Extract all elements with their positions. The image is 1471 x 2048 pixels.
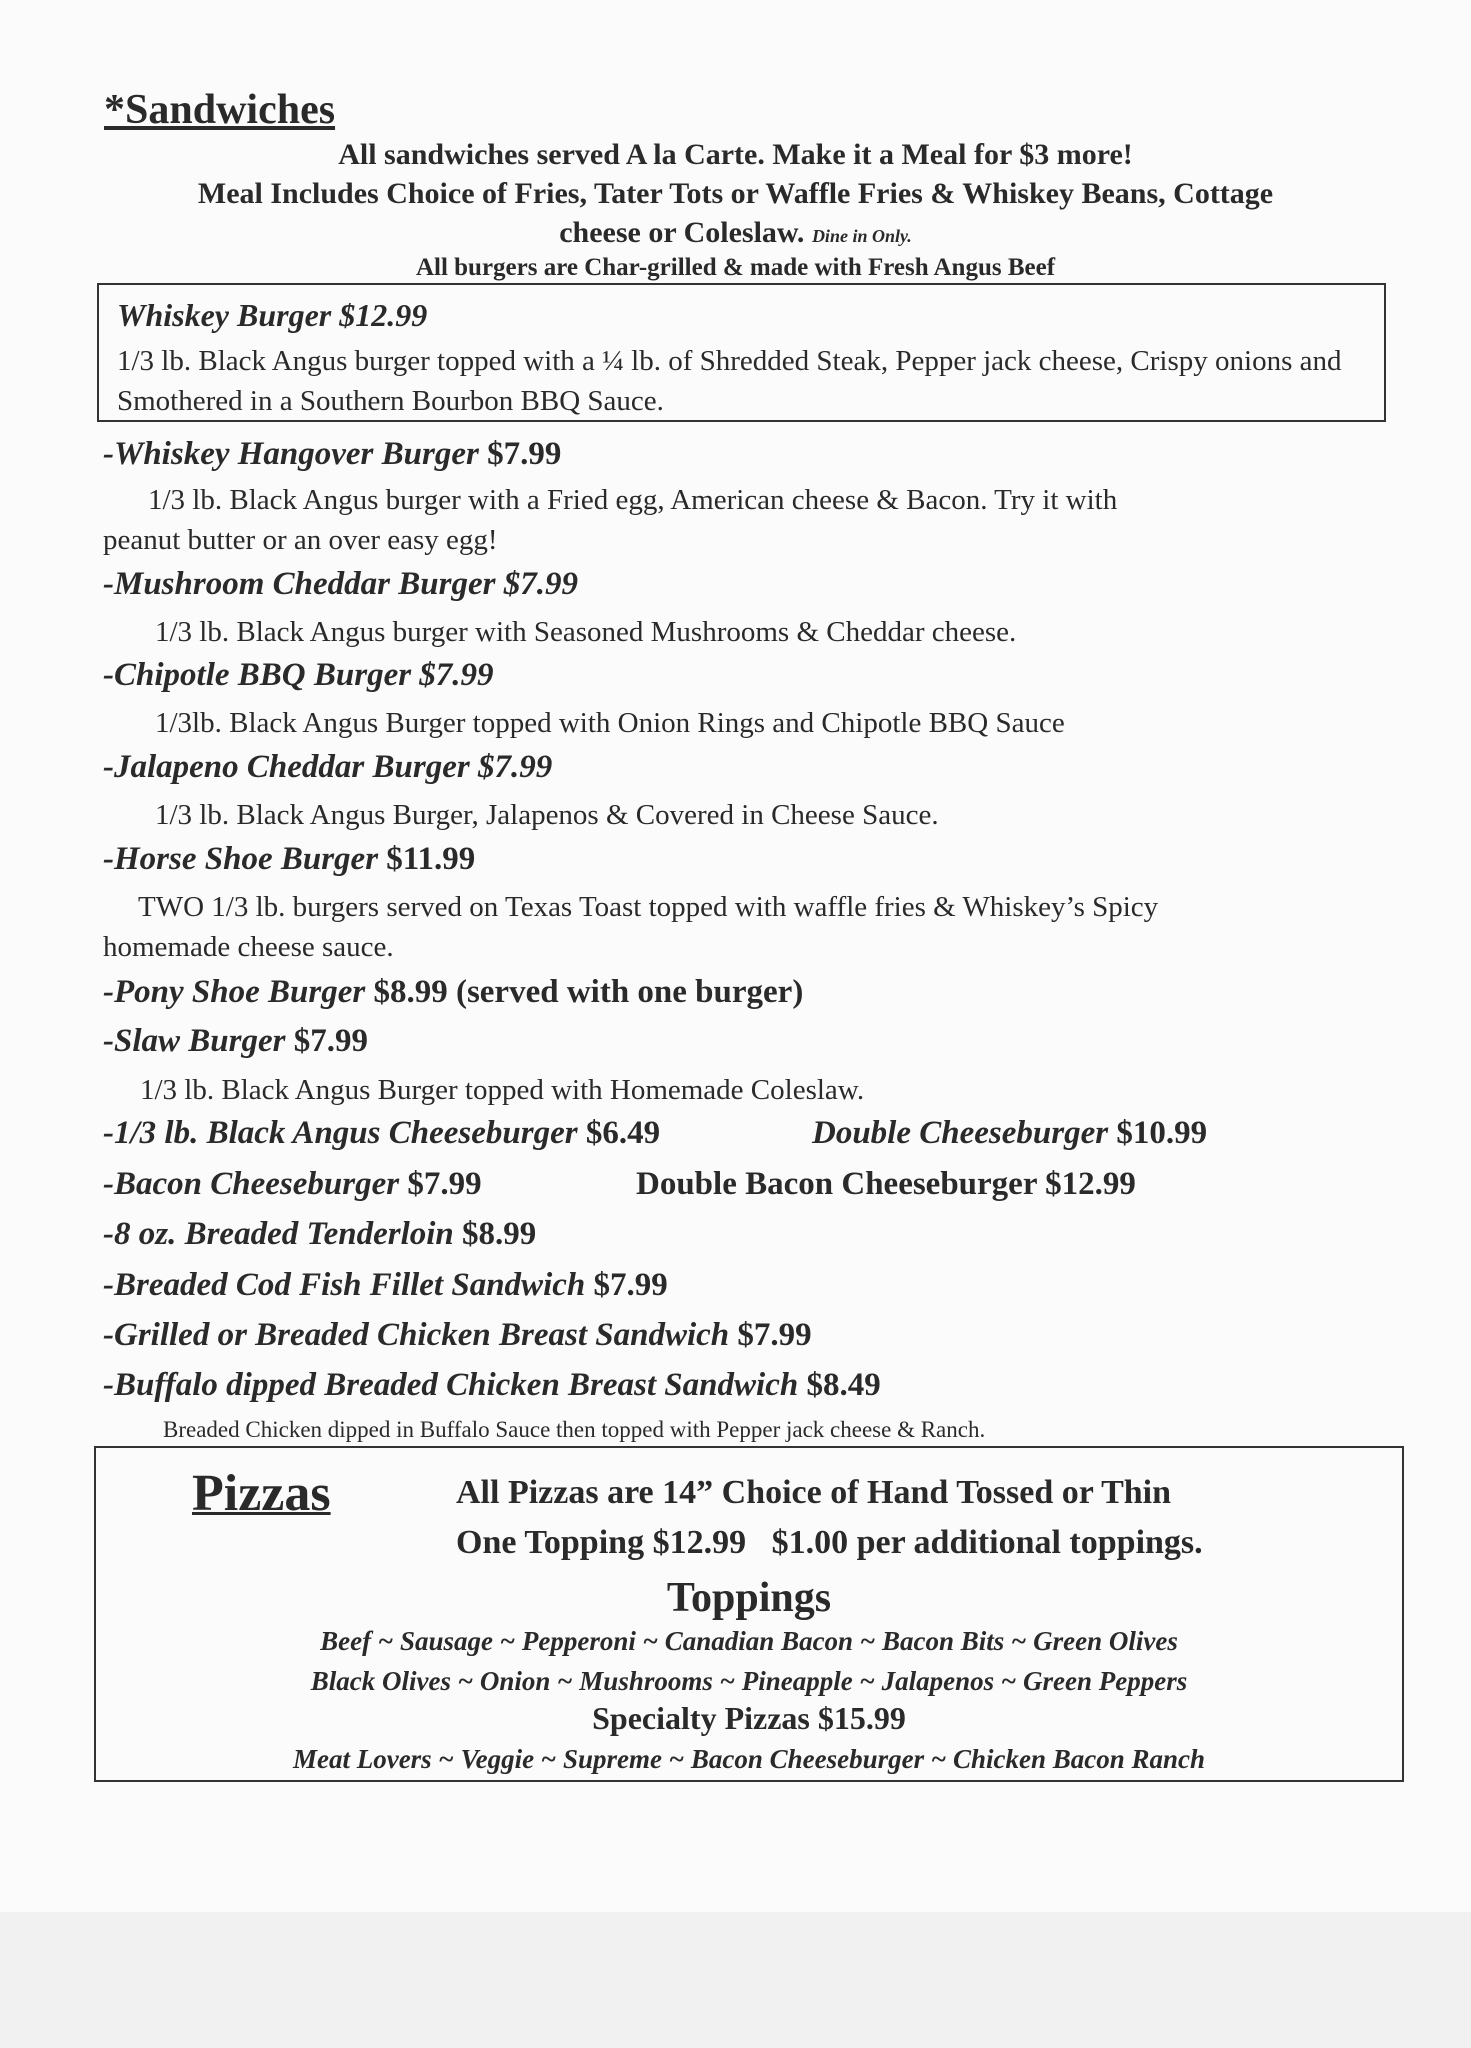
pizza-title: Pizzas <box>192 1465 331 1522</box>
item-title: -1/3 lb. Black Angus Cheeseburger <box>103 1115 578 1151</box>
toppings-list-2: Black Olives ~ Onion ~ Mushrooms ~ Pineapple ~ Jalapenos ~ Green Peppers <box>310 1666 1188 1696</box>
item-price: $8.99 (served with one burger) <box>373 974 804 1010</box>
item-price: $7.99 <box>593 1267 668 1303</box>
menu-item-name <box>103 1317 812 1354</box>
item-price: $11.99 <box>386 841 476 877</box>
menu-item-name <box>103 749 552 786</box>
dine-in-note: Dine in Only. <box>811 226 912 246</box>
featured-item-box <box>97 283 1386 422</box>
toppings-list-1: Beef ~ Sausage ~ Pepperoni ~ Canadian Bacon ~ Bacon Bits ~ Green Olives <box>320 1626 1178 1656</box>
menu-item-name <box>103 1216 536 1253</box>
featured-item-name: Whiskey Burger $12.99 <box>117 297 428 333</box>
menu-item-description: 1/3 lb. Black Angus Burger, Jalapenos & Covered in Cheese Sauce. <box>155 799 939 831</box>
item-title: -Horse Shoe Burger <box>103 841 379 877</box>
menu-item-name <box>103 841 475 878</box>
item-title: -Jalapeno Cheddar Burger $7.99 <box>103 749 553 785</box>
menu-item-name <box>103 1367 881 1404</box>
menu-item-name <box>103 974 803 1011</box>
intro-line-1: All sandwiches served A la Carte. Make it a Meal for $3 more! <box>338 138 1133 171</box>
menu-item-name <box>812 1115 1207 1152</box>
pizza-size-note: All Pizzas are 14” Choice of Hand Tossed or Thin <box>456 1474 1172 1511</box>
specialty-header: Specialty Pizzas $15.99 <box>592 1700 906 1736</box>
intro-line-2: Meal Includes Choice of Fries, Tater Tots or Waffle Fries & Whiskey Beans, Cottage <box>197 177 1274 210</box>
toppings-header: Toppings <box>666 1575 832 1621</box>
menu-item-name <box>103 657 494 694</box>
item-title: -Slaw Burger <box>103 1023 286 1059</box>
menu-item-name <box>103 1166 482 1203</box>
item-price: $7.99 <box>407 1166 482 1202</box>
menu-item-name <box>103 436 561 473</box>
menu-item-name <box>103 1115 660 1152</box>
item-title: -8 oz. Breaded Tenderloin <box>103 1216 454 1252</box>
pizza-section <box>94 1446 1404 1782</box>
intro-line-3 <box>0 216 1471 250</box>
pizza-price-note: One Topping $12.99 $1.00 per additional toppings. <box>456 1524 1203 1561</box>
item-price: $8.99 <box>462 1216 537 1252</box>
item-title: -Mushroom Cheddar Burger $7.99 <box>103 566 578 602</box>
item-price: $8.49 <box>806 1367 881 1403</box>
menu-item-name <box>103 566 578 603</box>
item-title: -Chipotle BBQ Burger $7.99 <box>103 657 494 693</box>
menu-item-description: homemade cheese sauce. <box>103 931 394 963</box>
menu-item-description: 1/3 lb. Black Angus Burger topped with Homemade Coleslaw. <box>140 1074 865 1106</box>
menu-item-description: TWO 1/3 lb. burgers served on Texas Toast topped with waffle fries & Whiskey’s Spicy <box>138 891 1159 923</box>
item-price: $7.99 <box>487 436 562 472</box>
item-title: Double Cheeseburger <box>812 1115 1109 1151</box>
item-title: -Grilled or Breaded Chicken Breast Sandwich <box>103 1317 730 1353</box>
menu-item-description: 1/3 lb. Black Angus burger with a Fried egg, American cheese & Bacon. Try it with <box>148 484 1118 516</box>
menu-item-name <box>103 1023 368 1060</box>
section-title: *Sandwiches <box>104 87 336 133</box>
intro-sides: cheese or Coleslaw. <box>559 216 805 249</box>
item-price: $10.99 <box>1116 1115 1208 1151</box>
menu-item-description: peanut butter or an over easy egg! <box>103 524 498 556</box>
menu-item-description: 1/3lb. Black Angus Burger topped with Onion Rings and Chipotle BBQ Sauce <box>155 707 1065 739</box>
specialty-list: Meat Lovers ~ Veggie ~ Supreme ~ Bacon Cheeseburger ~ Chicken Bacon Ranch <box>292 1744 1206 1774</box>
item-price: $6.49 <box>585 1115 661 1151</box>
item-title: -Buffalo dipped Breaded Chicken Breast Sandwich <box>103 1367 799 1403</box>
burgers-note: All burgers are Char-grilled & made with Fresh Angus Beef <box>415 254 1056 281</box>
item-title: -Bacon Cheeseburger <box>103 1166 400 1202</box>
item-title: -Pony Shoe Burger <box>103 974 366 1010</box>
menu-item-description: Breaded Chicken dipped in Buffalo Sauce then topped with Pepper jack cheese & Ranch. <box>163 1417 986 1442</box>
featured-item-description: 1/3 lb. Black Angus burger topped with a ¼ lb. of Shredded Steak, Pepper jack cheese, Crispy onions and Smothered in a Southern Bourbon BBQ Sauce. <box>117 345 1342 417</box>
menu-item-name <box>103 1267 668 1304</box>
menu-item-name: Double Bacon Cheeseburger $12.99 <box>636 1166 1136 1202</box>
scan-shadow <box>0 1912 1471 2048</box>
item-title: -Breaded Cod Fish Fillet Sandwich <box>103 1267 586 1303</box>
item-price: $7.99 <box>293 1023 368 1059</box>
item-price: $7.99 <box>737 1317 812 1353</box>
menu-item-description: 1/3 lb. Black Angus burger with Seasoned Mushrooms & Cheddar cheese. <box>155 616 1017 648</box>
item-title: -Whiskey Hangover Burger <box>103 436 479 472</box>
